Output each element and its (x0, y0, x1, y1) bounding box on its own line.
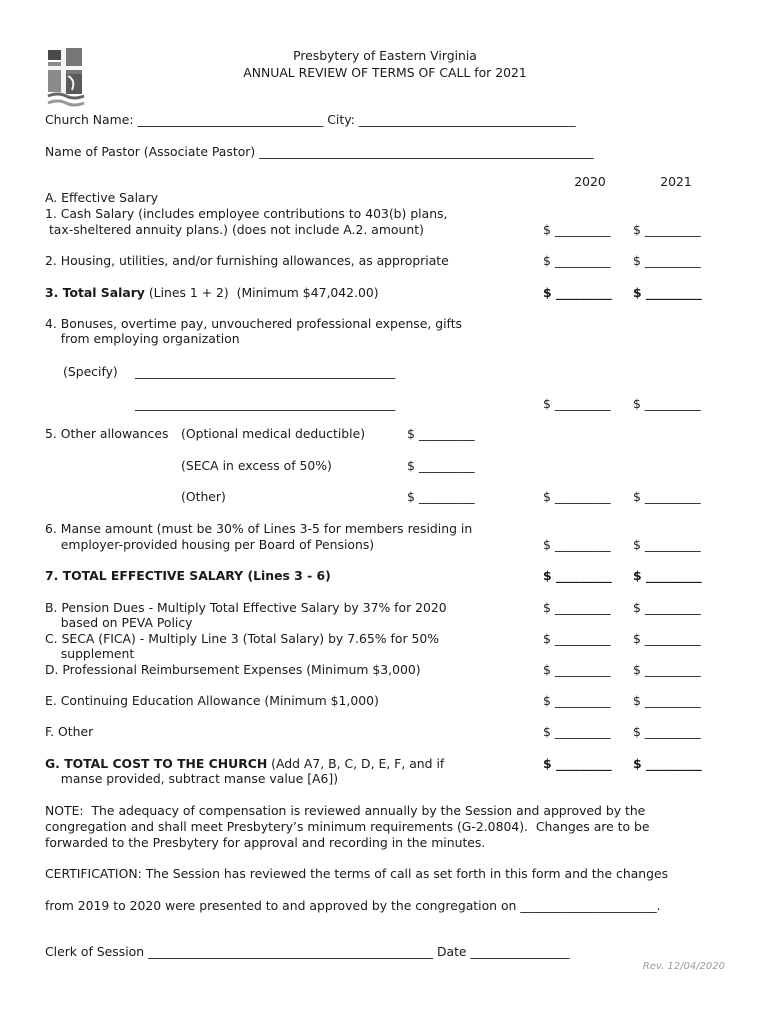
seca-excess-label: (SECA in excess of 50%) (181, 458, 332, 473)
line-3-bold-label: 3. Total Salary (45, 285, 145, 300)
line-g-2021-field[interactable]: $ _________ (633, 756, 702, 771)
line-5-2020-field[interactable]: $ _________ (543, 489, 611, 504)
specify-line-2[interactable]: __________________________________________ (135, 396, 396, 411)
column-header-2020: 2020 (574, 174, 606, 189)
line-f-label: F. Other (45, 724, 94, 739)
line-5-label: 5. Other allowances (45, 426, 169, 441)
line-6-2020-field[interactable]: $ _________ (543, 537, 611, 552)
line-f-2020-field[interactable]: $ _________ (543, 724, 611, 739)
line-c-2021-field[interactable]: $ _________ (633, 631, 701, 646)
line-4-label-cont: from employing organization (45, 331, 240, 346)
column-header-2021: 2021 (660, 174, 692, 189)
line-4-2020-field[interactable]: $ _________ (543, 396, 611, 411)
line-3-2020-field[interactable]: $ _________ (543, 285, 612, 300)
line-g-bold-label: G. TOTAL COST TO THE CHURCH (45, 756, 268, 771)
note-line-1: NOTE: The adequacy of compensation is reviewed annually by the Session and approved by the (45, 803, 646, 818)
line-2-label: 2. Housing, utilities, and/or furnishing allowances, as appropriate (45, 253, 449, 268)
line-6-label: 6. Manse amount (must be 30% of Lines 3-5 for members residing in (45, 521, 473, 536)
line-f-2021-field[interactable]: $ _________ (633, 724, 701, 739)
line-1-label-cont: tax-sheltered annuity plans.) (does not include A.2. amount) (45, 222, 424, 237)
pastor-name-field[interactable]: Name of Pastor (Associate Pastor) ______________________________________________________ (45, 144, 594, 159)
line-1-2020-field[interactable]: $ _________ (543, 222, 611, 237)
seca-excess-field[interactable]: $ _________ (407, 458, 475, 473)
certification-line-2[interactable]: from 2019 to 2020 were presented to and approved by the congregation on ______________________. (45, 898, 661, 913)
line-c-label-cont: supplement (45, 646, 135, 661)
line-b-label: B. Pension Dues - Multiply Total Effective Salary by 37% for 2020 (45, 600, 447, 615)
line-d-2021-field[interactable]: $ _________ (633, 662, 701, 677)
line-e-label: E. Continuing Education Allowance (Minimum $1,000) (45, 693, 379, 708)
line-7-2021-field[interactable]: $ _________ (633, 568, 702, 583)
specify-label: (Specify) (63, 364, 118, 379)
line-7-2020-field[interactable]: $ _________ (543, 568, 612, 583)
line-b-2021-field[interactable]: $ _________ (633, 600, 701, 615)
line-d-label: D. Professional Reimbursement Expenses (Minimum $3,000) (45, 662, 421, 677)
line-4-2021-field[interactable]: $ _________ (633, 396, 701, 411)
line-g-2020-field[interactable]: $ _________ (543, 756, 612, 771)
note-line-3: forwarded to the Presbytery for approval and recording in the minutes. (45, 835, 486, 850)
note-line-2: congregation and shall meet Presbytery’s minimum requirements (G-2.0804). Changes are to be (45, 819, 650, 834)
line-e-2021-field[interactable]: $ _________ (633, 693, 701, 708)
line-6-2021-field[interactable]: $ _________ (633, 537, 701, 552)
line-1-label: 1. Cash Salary (includes employee contributions to 403(b) plans, (45, 206, 448, 221)
line-c-label: C. SECA (FICA) - Multiply Line 3 (Total Salary) by 7.65% for 50% (45, 631, 440, 646)
line-3-2021-field[interactable]: $ _________ (633, 285, 702, 300)
specify-line-1[interactable]: __________________________________________ (135, 364, 396, 379)
line-g-label-rest: (Add A7, B, C, D, E, F, and if (267, 756, 445, 771)
organization-name: Presbytery of Eastern Virginia (293, 48, 477, 63)
line-5-2021-field[interactable]: $ _________ (633, 489, 701, 504)
form-title: ANNUAL REVIEW OF TERMS OF CALL for 2021 (243, 65, 527, 80)
line-e-2020-field[interactable]: $ _________ (543, 693, 611, 708)
church-name-city-field[interactable]: Church Name: ______________________________ City: ___________________________________ (45, 112, 576, 127)
line-2-2021-field[interactable]: $ _________ (633, 253, 701, 268)
line-b-2020-field[interactable]: $ _________ (543, 600, 611, 615)
line-1-2021-field[interactable]: $ _________ (633, 222, 701, 237)
line-g-label (45, 756, 444, 771)
other-allowance-field[interactable]: $ _________ (407, 489, 475, 504)
clerk-signature-date-field[interactable]: Clerk of Session ______________________________________________ Date ________________ (45, 944, 570, 959)
line-c-2020-field[interactable]: $ _________ (543, 631, 611, 646)
line-6-label-cont: employer-provided housing per Board of Pensions) (45, 537, 375, 552)
line-3-label (45, 285, 379, 300)
revision-date: Rev. 12/04/2020 (642, 961, 725, 972)
line-4-label: 4. Bonuses, overtime pay, unvouchered professional expense, gifts (45, 316, 463, 331)
line-3-label-rest: (Lines 1 + 2) (Minimum $47,042.00) (144, 285, 379, 300)
line-7-label: 7. TOTAL EFFECTIVE SALARY (Lines 3 - 6) (45, 568, 331, 583)
line-b-label-cont: based on PEVA Policy (45, 615, 193, 630)
line-d-2020-field[interactable]: $ _________ (543, 662, 611, 677)
line-g-label-cont: manse provided, subtract manse value [A6]) (45, 771, 339, 786)
section-a-heading: A. Effective Salary (45, 190, 159, 205)
line-2-2020-field[interactable]: $ _________ (543, 253, 611, 268)
medical-deductible-label: (Optional medical deductible) (181, 426, 366, 441)
other-allowance-label: (Other) (181, 489, 226, 504)
certification-line-1: CERTIFICATION: The Session has reviewed the terms of call as set forth in this form and the changes (45, 866, 669, 881)
medical-deductible-field[interactable]: $ _________ (407, 426, 475, 441)
